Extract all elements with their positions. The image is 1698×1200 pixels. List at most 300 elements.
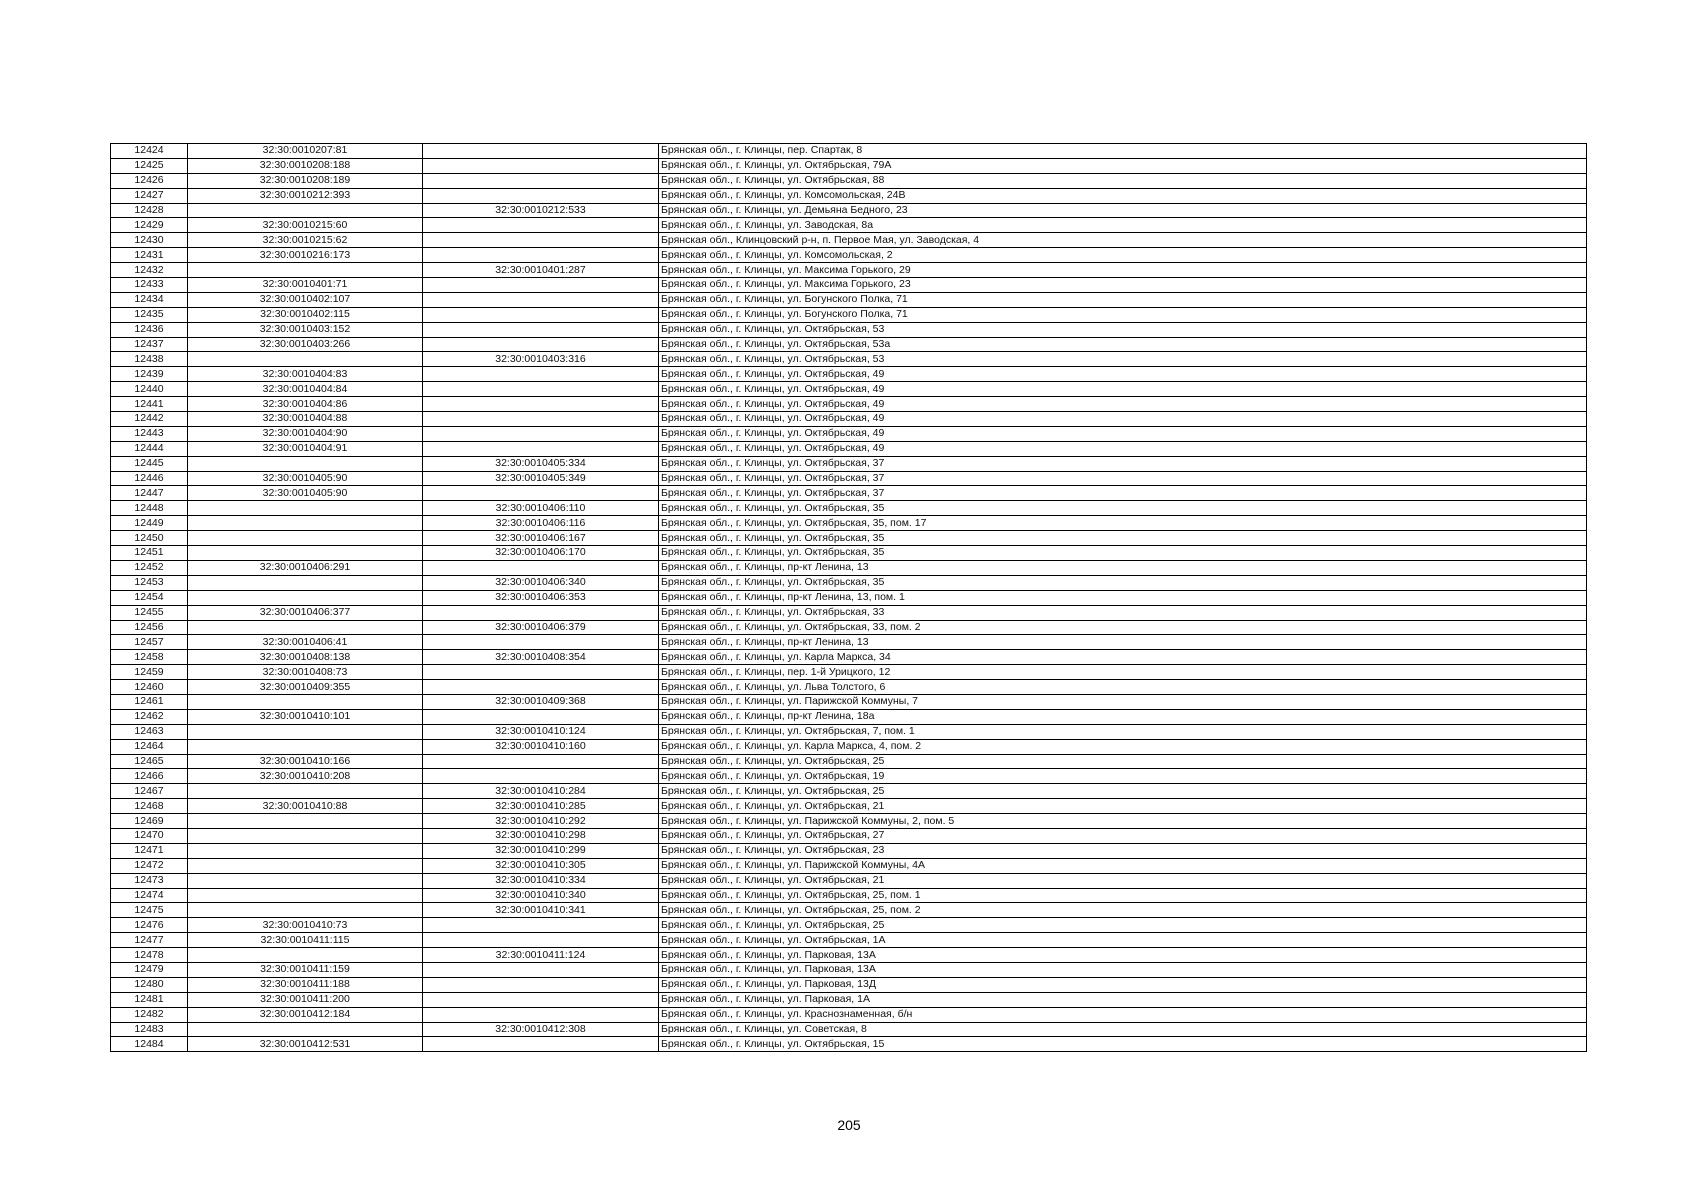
address-cell: Брянская обл., г. Клинцы, ул. Октябрьская, 37: [659, 456, 1587, 471]
address-cell: Брянская обл., г. Клинцы, ул. Парижской Коммуны, 7: [659, 694, 1587, 709]
row-number-cell: 12452: [111, 560, 188, 575]
cadastral-number-cell: 32:30:0010404:84: [188, 382, 423, 397]
row-number-cell: 12482: [111, 1007, 188, 1022]
address-cell: Брянская обл., г. Клинцы, ул. Октябрьская, 23: [659, 843, 1587, 858]
building-cadastral-number-cell: 32:30:0010410:292: [423, 814, 659, 829]
registry-table-body: [111, 144, 1587, 1052]
cadastral-number-cell: 32:30:0010406:377: [188, 605, 423, 620]
address-cell: Брянская обл., г. Клинцы, ул. Комсомольская, 2: [659, 248, 1587, 263]
address-cell: Брянская обл., г. Клинцы, ул. Октябрьская, 21: [659, 873, 1587, 888]
address-cell: Брянская обл., г. Клинцы, ул. Октябрьская, 49: [659, 382, 1587, 397]
building-cadastral-number-cell: 32:30:0010408:354: [423, 650, 659, 665]
address-cell: Брянская обл., г. Клинцы, ул. Богунского Полка, 71: [659, 292, 1587, 307]
table-row: [111, 918, 1587, 933]
row-number-cell: 12468: [111, 799, 188, 814]
row-number-cell: 12471: [111, 843, 188, 858]
row-number-cell: 12464: [111, 739, 188, 754]
building-cadastral-number-cell: 32:30:0010410:284: [423, 784, 659, 799]
row-number-cell: 12475: [111, 903, 188, 918]
row-number-cell: 12448: [111, 501, 188, 516]
building-cadastral-number-cell: 32:30:0010409:368: [423, 694, 659, 709]
row-number-cell: 12469: [111, 814, 188, 829]
cadastral-number-cell: 32:30:0010410:88: [188, 799, 423, 814]
table-row: [111, 292, 1587, 307]
cadastral-number-cell: 32:30:0010411:159: [188, 962, 423, 977]
table-row: [111, 724, 1587, 739]
cadastral-number-cell: 32:30:0010410:208: [188, 769, 423, 784]
row-number-cell: 12444: [111, 441, 188, 456]
address-cell: Брянская обл., г. Клинцы, пер. Спартак, 8: [659, 144, 1587, 159]
table-row: [111, 814, 1587, 829]
table-row: [111, 828, 1587, 843]
cadastral-number-cell: 32:30:0010404:88: [188, 412, 423, 427]
building-cadastral-number-cell: 32:30:0010406:379: [423, 620, 659, 635]
address-cell: Брянская обл., г. Клинцы, ул. Октябрьская, 49: [659, 412, 1587, 427]
building-cadastral-number-cell: 32:30:0010410:124: [423, 724, 659, 739]
table-row: [111, 486, 1587, 501]
table-row: [111, 709, 1587, 724]
cadastral-number-cell: [188, 828, 423, 843]
building-cadastral-number-cell: [423, 307, 659, 322]
building-cadastral-number-cell: [423, 977, 659, 992]
cadastral-number-cell: [188, 858, 423, 873]
table-row: [111, 575, 1587, 590]
building-cadastral-number-cell: 32:30:0010406:110: [423, 501, 659, 516]
address-cell: Брянская обл., г. Клинцы, ул. Парковая, 13А: [659, 962, 1587, 977]
cadastral-number-cell: 32:30:0010207:81: [188, 144, 423, 159]
table-row: [111, 948, 1587, 963]
row-number-cell: 12483: [111, 1022, 188, 1037]
building-cadastral-number-cell: [423, 962, 659, 977]
row-number-cell: 12441: [111, 397, 188, 412]
address-cell: Брянская обл., г. Клинцы, ул. Октябрьская, 35: [659, 546, 1587, 561]
table-row: [111, 546, 1587, 561]
table-row: [111, 992, 1587, 1007]
address-cell: Брянская обл., Клинцовский р-н, п. Первое Мая, ул. Заводская, 4: [659, 233, 1587, 248]
table-row: [111, 962, 1587, 977]
cadastral-number-cell: 32:30:0010406:41: [188, 635, 423, 650]
table-row: [111, 322, 1587, 337]
cadastral-number-cell: [188, 620, 423, 635]
row-number-cell: 12450: [111, 531, 188, 546]
building-cadastral-number-cell: [423, 188, 659, 203]
row-number-cell: 12432: [111, 263, 188, 278]
table-row: [111, 188, 1587, 203]
address-cell: Брянская обл., г. Клинцы, ул. Демьяна Бедного, 23: [659, 203, 1587, 218]
address-cell: Брянская обл., г. Клинцы, ул. Краснознаменная, б/н: [659, 1007, 1587, 1022]
table-row: [111, 352, 1587, 367]
table-row: [111, 1037, 1587, 1052]
building-cadastral-number-cell: 32:30:0010406:170: [423, 546, 659, 561]
building-cadastral-number-cell: [423, 918, 659, 933]
cadastral-number-cell: 32:30:0010410:101: [188, 709, 423, 724]
table-row: [111, 218, 1587, 233]
building-cadastral-number-cell: 32:30:0010405:349: [423, 471, 659, 486]
cadastral-number-cell: [188, 724, 423, 739]
building-cadastral-number-cell: 32:30:0010403:316: [423, 352, 659, 367]
building-cadastral-number-cell: 32:30:0010410:305: [423, 858, 659, 873]
address-cell: Брянская обл., г. Клинцы, ул. Заводская, 8а: [659, 218, 1587, 233]
address-cell: Брянская обл., г. Клинцы, ул. Парковая, 1А: [659, 992, 1587, 1007]
table-row: [111, 278, 1587, 293]
row-number-cell: 12467: [111, 784, 188, 799]
row-number-cell: 12457: [111, 635, 188, 650]
cadastral-number-cell: 32:30:0010404:86: [188, 397, 423, 412]
row-number-cell: 12438: [111, 352, 188, 367]
table-row: [111, 501, 1587, 516]
cadastral-number-cell: 32:30:0010402:115: [188, 307, 423, 322]
cadastral-number-cell: 32:30:0010215:60: [188, 218, 423, 233]
address-cell: Брянская обл., г. Клинцы, ул. Октябрьская, 25: [659, 754, 1587, 769]
table-row: [111, 263, 1587, 278]
cadastral-number-cell: [188, 873, 423, 888]
cadastral-number-cell: [188, 903, 423, 918]
address-cell: Брянская обл., г. Клинцы, ул. Октябрьская, 49: [659, 367, 1587, 382]
table-row: [111, 426, 1587, 441]
table-row: [111, 397, 1587, 412]
building-cadastral-number-cell: [423, 486, 659, 501]
cadastral-number-cell: 32:30:0010403:152: [188, 322, 423, 337]
cadastral-number-cell: 32:30:0010408:138: [188, 650, 423, 665]
cadastral-number-cell: 32:30:0010405:90: [188, 486, 423, 501]
address-cell: Брянская обл., г. Клинцы, ул. Богунского Полка, 71: [659, 307, 1587, 322]
address-cell: Брянская обл., г. Клинцы, ул. Октябрьская, 19: [659, 769, 1587, 784]
table-row: [111, 590, 1587, 605]
cadastral-number-cell: [188, 888, 423, 903]
row-number-cell: 12466: [111, 769, 188, 784]
building-cadastral-number-cell: 32:30:0010410:340: [423, 888, 659, 903]
building-cadastral-number-cell: [423, 248, 659, 263]
cadastral-number-cell: 32:30:0010406:291: [188, 560, 423, 575]
address-cell: Брянская обл., г. Клинцы, ул. Октябрьская, 53: [659, 352, 1587, 367]
table-row: [111, 471, 1587, 486]
address-cell: Брянская обл., г. Клинцы, ул. Максима Горького, 23: [659, 278, 1587, 293]
address-cell: Брянская обл., г. Клинцы, ул. Октябрьская, 15: [659, 1037, 1587, 1052]
building-cadastral-number-cell: [423, 933, 659, 948]
row-number-cell: 12455: [111, 605, 188, 620]
address-cell: Брянская обл., г. Клинцы, ул. Льва Толстого, 6: [659, 680, 1587, 695]
address-cell: Брянская обл., г. Клинцы, ул. Парковая, 13Д: [659, 977, 1587, 992]
address-cell: Брянская обл., г. Клинцы, ул. Октябрьская, 21: [659, 799, 1587, 814]
address-cell: Брянская обл., г. Клинцы, ул. Октябрьская, 53а: [659, 337, 1587, 352]
row-number-cell: 12431: [111, 248, 188, 263]
cadastral-number-cell: 32:30:0010212:393: [188, 188, 423, 203]
row-number-cell: 12435: [111, 307, 188, 322]
building-cadastral-number-cell: [423, 709, 659, 724]
address-cell: Брянская обл., г. Клинцы, ул. Октябрьская, 35: [659, 575, 1587, 590]
table-row: [111, 977, 1587, 992]
building-cadastral-number-cell: [423, 1037, 659, 1052]
address-cell: Брянская обл., г. Клинцы, ул. Октябрьская, 49: [659, 441, 1587, 456]
cadastral-number-cell: [188, 203, 423, 218]
address-cell: Брянская обл., г. Клинцы, ул. Октябрьская, 49: [659, 397, 1587, 412]
building-cadastral-number-cell: 32:30:0010410:285: [423, 799, 659, 814]
cadastral-number-cell: 32:30:0010404:83: [188, 367, 423, 382]
row-number-cell: 12436: [111, 322, 188, 337]
table-row: [111, 888, 1587, 903]
building-cadastral-number-cell: [423, 382, 659, 397]
table-row: [111, 933, 1587, 948]
building-cadastral-number-cell: 32:30:0010212:533: [423, 203, 659, 218]
row-number-cell: 12458: [111, 650, 188, 665]
row-number-cell: 12440: [111, 382, 188, 397]
building-cadastral-number-cell: 32:30:0010410:334: [423, 873, 659, 888]
building-cadastral-number-cell: [423, 441, 659, 456]
table-row: [111, 1022, 1587, 1037]
cadastral-number-cell: 32:30:0010408:73: [188, 665, 423, 680]
building-cadastral-number-cell: [423, 322, 659, 337]
building-cadastral-number-cell: [423, 233, 659, 248]
table-row: [111, 680, 1587, 695]
address-cell: Брянская обл., г. Клинцы, ул. Карла Маркса, 34: [659, 650, 1587, 665]
cadastral-number-cell: [188, 516, 423, 531]
table-row: [111, 367, 1587, 382]
row-number-cell: 12484: [111, 1037, 188, 1052]
address-cell: Брянская обл., г. Клинцы, ул. Максима Горького, 29: [659, 263, 1587, 278]
address-cell: Брянская обл., г. Клинцы, ул. Парковая, 13А: [659, 948, 1587, 963]
cadastral-number-cell: 32:30:0010208:188: [188, 158, 423, 173]
table-row: [111, 858, 1587, 873]
address-cell: Брянская обл., г. Клинцы, ул. Парижской Коммуны, 2, пом. 5: [659, 814, 1587, 829]
row-number-cell: 12476: [111, 918, 188, 933]
building-cadastral-number-cell: [423, 754, 659, 769]
address-cell: Брянская обл., г. Клинцы, ул. Октябрьская, 35: [659, 501, 1587, 516]
cadastral-number-cell: [188, 575, 423, 590]
row-number-cell: 12480: [111, 977, 188, 992]
table-row: [111, 605, 1587, 620]
building-cadastral-number-cell: [423, 992, 659, 1007]
row-number-cell: 12461: [111, 694, 188, 709]
row-number-cell: 12474: [111, 888, 188, 903]
row-number-cell: 12437: [111, 337, 188, 352]
cadastral-number-cell: 32:30:0010411:200: [188, 992, 423, 1007]
row-number-cell: 12459: [111, 665, 188, 680]
address-cell: Брянская обл., г. Клинцы, ул. Октябрьская, 53: [659, 322, 1587, 337]
address-cell: Брянская обл., г. Клинцы, ул. Октябрьская, 25: [659, 784, 1587, 799]
address-cell: Брянская обл., г. Клинцы, ул. Октябрьская, 1А: [659, 933, 1587, 948]
cadastral-number-cell: [188, 531, 423, 546]
row-number-cell: 12429: [111, 218, 188, 233]
table-row: [111, 799, 1587, 814]
building-cadastral-number-cell: [423, 218, 659, 233]
table-row: [111, 1007, 1587, 1022]
cadastral-number-cell: [188, 352, 423, 367]
address-cell: Брянская обл., г. Клинцы, ул. Октябрьская, 49: [659, 426, 1587, 441]
cadastral-number-cell: [188, 590, 423, 605]
table-row: [111, 873, 1587, 888]
address-cell: Брянская обл., г. Клинцы, ул. Карла Маркса, 4, пом. 2: [659, 739, 1587, 754]
building-cadastral-number-cell: [423, 769, 659, 784]
table-row: [111, 158, 1587, 173]
address-cell: Брянская обл., г. Клинцы, ул. Октябрьская, 37: [659, 471, 1587, 486]
cadastral-number-cell: [188, 814, 423, 829]
row-number-cell: 12439: [111, 367, 188, 382]
building-cadastral-number-cell: [423, 426, 659, 441]
building-cadastral-number-cell: [423, 397, 659, 412]
row-number-cell: 12449: [111, 516, 188, 531]
building-cadastral-number-cell: [423, 367, 659, 382]
building-cadastral-number-cell: [423, 665, 659, 680]
building-cadastral-number-cell: [423, 173, 659, 188]
table-row: [111, 903, 1587, 918]
table-row: [111, 739, 1587, 754]
table-row: [111, 144, 1587, 159]
table-row: [111, 248, 1587, 263]
table-row: [111, 233, 1587, 248]
cadastral-number-cell: [188, 501, 423, 516]
row-number-cell: 12427: [111, 188, 188, 203]
row-number-cell: 12472: [111, 858, 188, 873]
building-cadastral-number-cell: 32:30:0010406:340: [423, 575, 659, 590]
cadastral-number-cell: 32:30:0010410:166: [188, 754, 423, 769]
building-cadastral-number-cell: 32:30:0010406:167: [423, 531, 659, 546]
row-number-cell: 12481: [111, 992, 188, 1007]
row-number-cell: 12428: [111, 203, 188, 218]
building-cadastral-number-cell: 32:30:0010405:334: [423, 456, 659, 471]
building-cadastral-number-cell: 32:30:0010412:308: [423, 1022, 659, 1037]
row-number-cell: 12479: [111, 962, 188, 977]
building-cadastral-number-cell: 32:30:0010406:353: [423, 590, 659, 605]
row-number-cell: 12442: [111, 412, 188, 427]
cadastral-number-cell: 32:30:0010208:189: [188, 173, 423, 188]
address-cell: Брянская обл., г. Клинцы, ул. Октябрьская, 35, пом. 17: [659, 516, 1587, 531]
building-cadastral-number-cell: 32:30:0010401:287: [423, 263, 659, 278]
table-row: [111, 441, 1587, 456]
cadastral-number-cell: [188, 694, 423, 709]
table-row: [111, 650, 1587, 665]
building-cadastral-number-cell: 32:30:0010410:341: [423, 903, 659, 918]
row-number-cell: 12465: [111, 754, 188, 769]
building-cadastral-number-cell: 32:30:0010411:124: [423, 948, 659, 963]
table-row: [111, 665, 1587, 680]
registry-table: [110, 143, 1587, 1052]
row-number-cell: 12462: [111, 709, 188, 724]
building-cadastral-number-cell: [423, 278, 659, 293]
table-row: [111, 456, 1587, 471]
cadastral-number-cell: 32:30:0010411:188: [188, 977, 423, 992]
building-cadastral-number-cell: [423, 605, 659, 620]
table-row: [111, 635, 1587, 650]
row-number-cell: 12463: [111, 724, 188, 739]
table-row: [111, 531, 1587, 546]
table-row: [111, 203, 1587, 218]
table-row: [111, 694, 1587, 709]
address-cell: Брянская обл., г. Клинцы, пер. 1-й Урицкого, 12: [659, 665, 1587, 680]
cadastral-number-cell: 32:30:0010403:266: [188, 337, 423, 352]
cadastral-number-cell: 32:30:0010402:107: [188, 292, 423, 307]
building-cadastral-number-cell: [423, 158, 659, 173]
address-cell: Брянская обл., г. Клинцы, ул. Комсомольская, 24В: [659, 188, 1587, 203]
building-cadastral-number-cell: [423, 560, 659, 575]
row-number-cell: 12425: [111, 158, 188, 173]
row-number-cell: 12456: [111, 620, 188, 635]
row-number-cell: 12443: [111, 426, 188, 441]
table-row: [111, 560, 1587, 575]
table-row: [111, 382, 1587, 397]
table-row: [111, 412, 1587, 427]
cadastral-number-cell: [188, 843, 423, 858]
address-cell: Брянская обл., г. Клинцы, ул. Октябрьская, 79А: [659, 158, 1587, 173]
cadastral-number-cell: 32:30:0010404:91: [188, 441, 423, 456]
cadastral-number-cell: [188, 456, 423, 471]
cadastral-number-cell: 32:30:0010401:71: [188, 278, 423, 293]
row-number-cell: 12451: [111, 546, 188, 561]
building-cadastral-number-cell: 32:30:0010406:116: [423, 516, 659, 531]
address-cell: Брянская обл., г. Клинцы, ул. Октябрьская, 88: [659, 173, 1587, 188]
row-number-cell: 12424: [111, 144, 188, 159]
table-row: [111, 769, 1587, 784]
address-cell: Брянская обл., г. Клинцы, пр-кт Ленина, 18а: [659, 709, 1587, 724]
building-cadastral-number-cell: [423, 680, 659, 695]
row-number-cell: 12447: [111, 486, 188, 501]
cadastral-number-cell: [188, 739, 423, 754]
table-row: [111, 337, 1587, 352]
address-cell: Брянская обл., г. Клинцы, ул. Октябрьская, 27: [659, 828, 1587, 843]
cadastral-number-cell: [188, 263, 423, 278]
address-cell: Брянская обл., г. Клинцы, ул. Октябрьская, 25: [659, 918, 1587, 933]
table-row: [111, 784, 1587, 799]
building-cadastral-number-cell: 32:30:0010410:160: [423, 739, 659, 754]
cadastral-number-cell: [188, 948, 423, 963]
row-number-cell: 12430: [111, 233, 188, 248]
cadastral-number-cell: 32:30:0010410:73: [188, 918, 423, 933]
table-row: [111, 754, 1587, 769]
address-cell: Брянская обл., г. Клинцы, ул. Октябрьская, 37: [659, 486, 1587, 501]
page-number: 205: [837, 1117, 861, 1133]
row-number-cell: 12445: [111, 456, 188, 471]
row-number-cell: 12434: [111, 292, 188, 307]
cadastral-number-cell: 32:30:0010409:355: [188, 680, 423, 695]
cadastral-number-cell: [188, 1022, 423, 1037]
building-cadastral-number-cell: 32:30:0010410:299: [423, 843, 659, 858]
table-row: [111, 173, 1587, 188]
building-cadastral-number-cell: [423, 1007, 659, 1022]
table-row: [111, 307, 1587, 322]
row-number-cell: 12433: [111, 278, 188, 293]
building-cadastral-number-cell: 32:30:0010410:298: [423, 828, 659, 843]
cadastral-number-cell: 32:30:0010412:531: [188, 1037, 423, 1052]
table-row: [111, 620, 1587, 635]
address-cell: Брянская обл., г. Клинцы, ул. Октябрьская, 25, пом. 1: [659, 888, 1587, 903]
cadastral-number-cell: 32:30:0010216:173: [188, 248, 423, 263]
row-number-cell: 12426: [111, 173, 188, 188]
cadastral-number-cell: [188, 784, 423, 799]
row-number-cell: 12473: [111, 873, 188, 888]
row-number-cell: 12477: [111, 933, 188, 948]
address-cell: Брянская обл., г. Клинцы, ул. Октябрьская, 7, пом. 1: [659, 724, 1587, 739]
cadastral-number-cell: [188, 546, 423, 561]
building-cadastral-number-cell: [423, 292, 659, 307]
address-cell: Брянская обл., г. Клинцы, пр-кт Ленина, 13, пом. 1: [659, 590, 1587, 605]
cadastral-number-cell: 32:30:0010404:90: [188, 426, 423, 441]
address-cell: Брянская обл., г. Клинцы, ул. Октябрьская, 25, пом. 2: [659, 903, 1587, 918]
cadastral-number-cell: 32:30:0010411:115: [188, 933, 423, 948]
row-number-cell: 12453: [111, 575, 188, 590]
table-row: [111, 516, 1587, 531]
building-cadastral-number-cell: [423, 412, 659, 427]
address-cell: Брянская обл., г. Клинцы, ул. Октябрьская, 33: [659, 605, 1587, 620]
row-number-cell: 12470: [111, 828, 188, 843]
address-cell: Брянская обл., г. Клинцы, пр-кт Ленина, 13: [659, 560, 1587, 575]
row-number-cell: 12454: [111, 590, 188, 605]
building-cadastral-number-cell: [423, 337, 659, 352]
row-number-cell: 12446: [111, 471, 188, 486]
cadastral-number-cell: 32:30:0010405:90: [188, 471, 423, 486]
address-cell: Брянская обл., г. Клинцы, ул. Октябрьская, 33, пом. 2: [659, 620, 1587, 635]
building-cadastral-number-cell: [423, 635, 659, 650]
address-cell: Брянская обл., г. Клинцы, пр-кт Ленина, 13: [659, 635, 1587, 650]
table-row: [111, 843, 1587, 858]
